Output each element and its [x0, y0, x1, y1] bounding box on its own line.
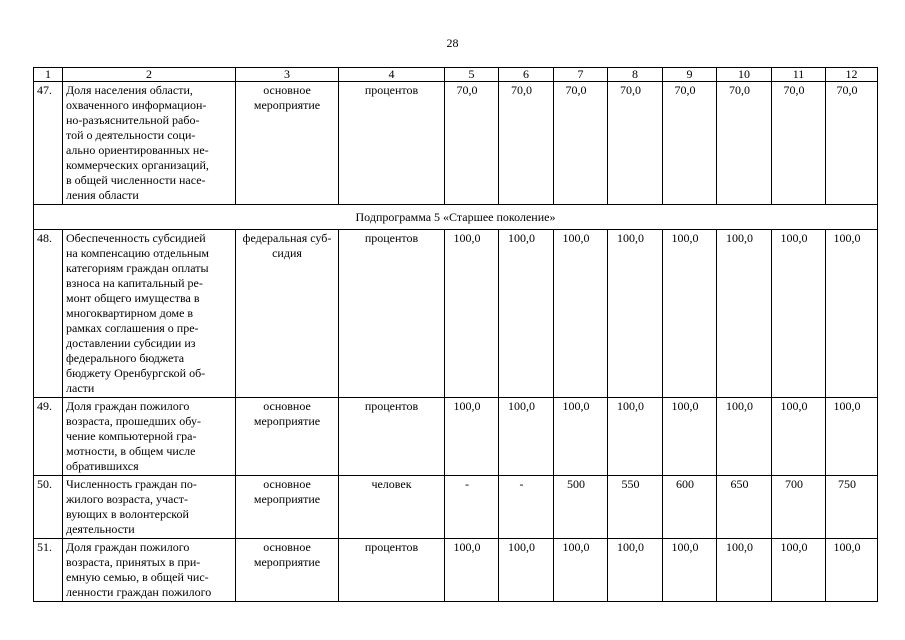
row-number: 51.: [34, 539, 63, 602]
column-header: 2: [63, 68, 236, 82]
indicator-name-line: ально ориентированных не-: [66, 143, 209, 157]
indicator-type: [236, 398, 339, 476]
table-row: [34, 539, 878, 602]
indicator-name-line: но-разъяснительной рабо-: [66, 113, 200, 127]
indicator-type-line: основное: [263, 477, 311, 491]
indicator-name-line: монт общего имущества в: [66, 291, 200, 305]
value-cell: 100,0: [554, 230, 608, 398]
table-row: [34, 476, 878, 539]
indicator-name-line: охваченного информацион-: [66, 98, 207, 112]
indicator-type-line: мероприятие: [253, 414, 321, 428]
subprogram-title: Подпрограмма 5 «Старшее поколение»: [34, 205, 878, 230]
indicator-name-line: возраста, прошедших обу-: [66, 414, 201, 428]
indicator-type-line: федеральная суб-: [242, 231, 332, 245]
value-cell: 70,0: [772, 82, 826, 205]
unit-cell: процентов: [339, 230, 445, 398]
header-row: [34, 68, 878, 82]
indicator-name-line: Обеспеченность субсидией: [66, 231, 206, 245]
value-cell: 100,0: [499, 539, 554, 602]
indicator-type-line: мероприятие: [253, 98, 321, 112]
indicator-type: [236, 82, 339, 205]
indicator-name-line: Доля граждан пожилого: [66, 540, 190, 554]
value-cell: 600: [663, 476, 717, 539]
page-number: 28: [446, 36, 459, 50]
value-cell: 100,0: [499, 230, 554, 398]
row-number: 50.: [34, 476, 63, 539]
value-cell: 100,0: [554, 398, 608, 476]
indicator-name-line: коммерческих организаций,: [66, 158, 209, 172]
indicator-name-line: Доля населения области,: [66, 83, 193, 97]
indicator-name-line: той о деятельности соци-: [66, 128, 196, 142]
value-cell: 100,0: [445, 539, 499, 602]
column-header: 9: [663, 68, 717, 82]
indicator-name: [63, 230, 236, 398]
indicator-name-line: доставлении субсидии из: [66, 336, 196, 350]
column-header: 11: [772, 68, 826, 82]
indicator-name-line: емную семью, в общей чис-: [66, 570, 209, 584]
indicator-name-line: Численность граждан по-: [66, 477, 197, 491]
value-cell: 650: [717, 476, 772, 539]
row-number: 47.: [34, 82, 63, 205]
indicator-name-line: федерального бюджета: [66, 351, 185, 365]
value-cell: 100,0: [772, 398, 826, 476]
unit-cell: процентов: [339, 82, 445, 205]
value-cell: 700: [772, 476, 826, 539]
indicator-type-line: мероприятие: [253, 555, 321, 569]
value-cell: 70,0: [445, 82, 499, 205]
table-row: [34, 82, 878, 205]
column-header: 7: [554, 68, 608, 82]
value-cell: 100,0: [554, 539, 608, 602]
indicator-name-line: мотности, в общем числе: [66, 444, 196, 458]
row-number: 49.: [34, 398, 63, 476]
indicator-name-line: деятельности: [66, 522, 135, 536]
column-header: 1: [34, 68, 63, 82]
indicator-name-line: рамках соглашения о пре-: [66, 321, 199, 335]
value-cell: 550: [608, 476, 663, 539]
table-row: [34, 230, 878, 398]
indicator-name-line: взноса на капитальный ре-: [66, 276, 203, 290]
value-cell: 70,0: [663, 82, 717, 205]
indicator-name: [63, 476, 236, 539]
indicator-type: [236, 230, 339, 398]
value-cell: 70,0: [554, 82, 608, 205]
column-header: 8: [608, 68, 663, 82]
indicator-type-line: основное: [263, 540, 311, 554]
indicator-name-line: многоквартирном доме в: [66, 306, 194, 320]
unit-cell: человек: [339, 476, 445, 539]
column-header: 4: [339, 68, 445, 82]
value-cell: 100,0: [663, 539, 717, 602]
indicator-type-line: мероприятие: [253, 492, 321, 506]
column-header: 6: [499, 68, 554, 82]
indicator-name-line: ленности граждан пожилого: [66, 585, 212, 599]
subprogram-row: [34, 205, 878, 230]
value-cell: 100,0: [608, 230, 663, 398]
indicator-name: [63, 398, 236, 476]
indicator-name-line: бюджету Оренбургской об-: [66, 366, 206, 380]
value-cell: 100,0: [608, 398, 663, 476]
indicator-type-line: сидия: [272, 246, 302, 260]
unit-cell: процентов: [339, 398, 445, 476]
value-cell: 100,0: [826, 398, 878, 476]
indicator-name-line: вующих в волонтерской: [66, 507, 189, 521]
row-number: 48.: [34, 230, 63, 398]
value-cell: 100,0: [772, 539, 826, 602]
value-cell: 100,0: [826, 539, 878, 602]
value-cell: 100,0: [717, 398, 772, 476]
value-cell: 70,0: [826, 82, 878, 205]
indicator-name: [63, 82, 236, 205]
value-cell: 500: [554, 476, 608, 539]
value-cell: -: [445, 476, 499, 539]
indicator-type: [236, 476, 339, 539]
indicators-table: [33, 67, 878, 602]
unit-cell: процентов: [339, 539, 445, 602]
value-cell: 70,0: [717, 82, 772, 205]
indicator-name-line: чение компьютерной гра-: [66, 429, 197, 443]
table-row: [34, 398, 878, 476]
indicator-name-line: категориям граждан оплаты: [66, 261, 209, 275]
column-header: 10: [717, 68, 772, 82]
indicator-name-line: ления области: [66, 188, 139, 202]
value-cell: 750: [826, 476, 878, 539]
indicator-name-line: жилого возраста, участ-: [66, 492, 188, 506]
indicator-name-line: возраста, принятых в при-: [66, 555, 201, 569]
value-cell: 70,0: [499, 82, 554, 205]
indicator-type: [236, 539, 339, 602]
column-header: 12: [826, 68, 878, 82]
value-cell: 100,0: [445, 230, 499, 398]
value-cell: 70,0: [608, 82, 663, 205]
value-cell: 100,0: [663, 398, 717, 476]
indicator-name-line: Доля граждан пожилого: [66, 399, 190, 413]
indicator-type-line: основное: [263, 83, 311, 97]
indicator-name-line: ласти: [66, 381, 95, 395]
value-cell: 100,0: [445, 398, 499, 476]
value-cell: 100,0: [772, 230, 826, 398]
value-cell: -: [499, 476, 554, 539]
column-header: 5: [445, 68, 499, 82]
value-cell: 100,0: [608, 539, 663, 602]
value-cell: 100,0: [826, 230, 878, 398]
indicator-name-line: в общей численности насе-: [66, 173, 206, 187]
indicator-type-line: основное: [263, 399, 311, 413]
indicator-name-line: на компенсацию отдельным: [66, 246, 210, 260]
indicator-name: [63, 539, 236, 602]
value-cell: 100,0: [663, 230, 717, 398]
value-cell: 100,0: [717, 539, 772, 602]
value-cell: 100,0: [717, 230, 772, 398]
column-header: 3: [236, 68, 339, 82]
value-cell: 100,0: [499, 398, 554, 476]
indicator-name-line: обратившихся: [66, 459, 139, 473]
